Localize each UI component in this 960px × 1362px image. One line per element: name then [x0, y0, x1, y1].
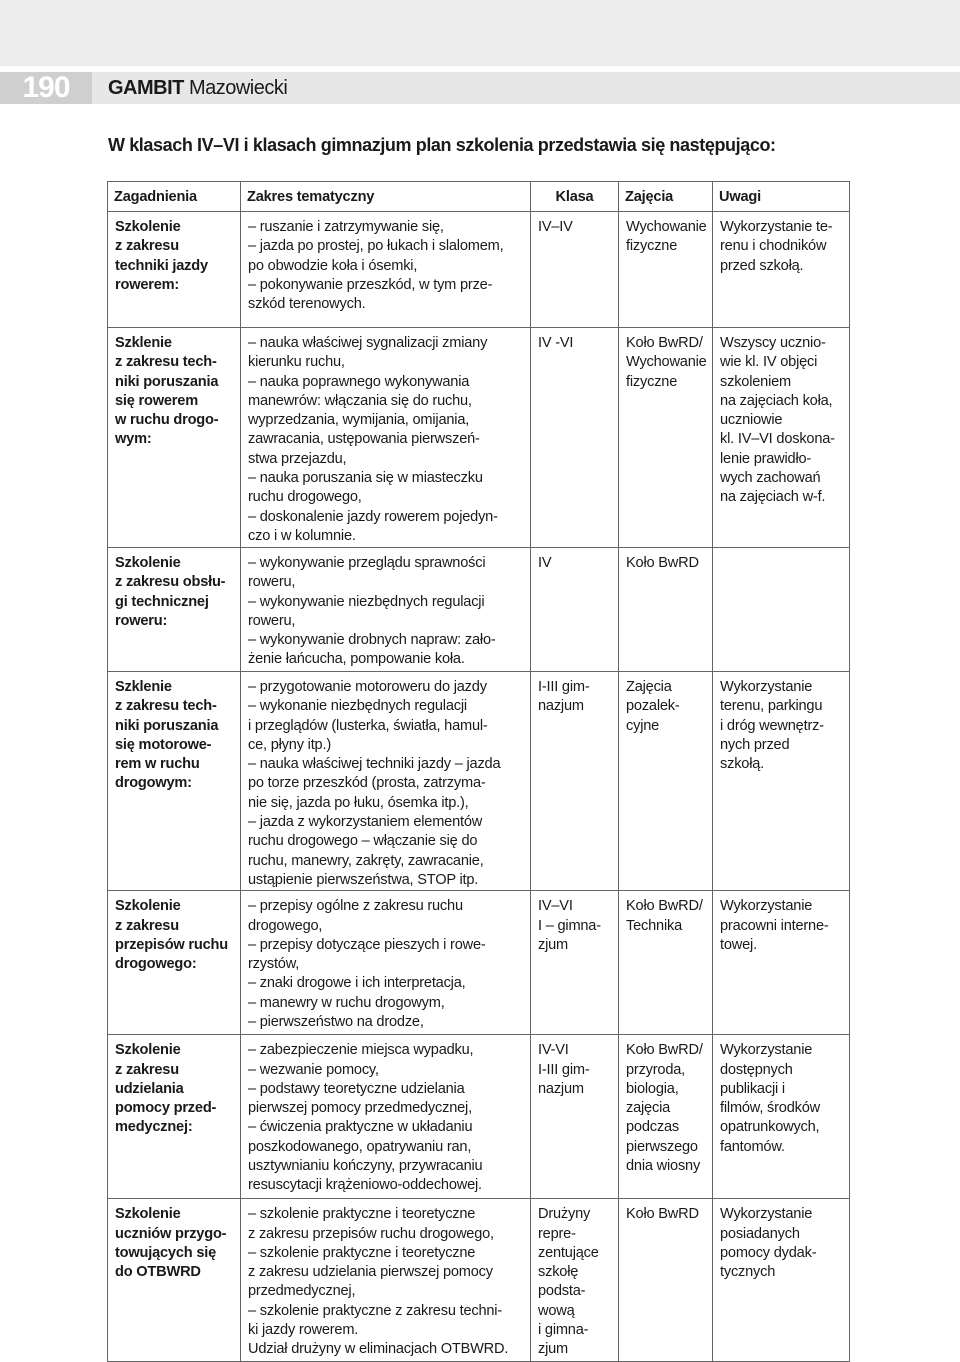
table-header-row: [108, 182, 850, 212]
scope-item: zawracania, ustępowania pierwszeń-: [248, 431, 480, 448]
scope-item: – wykonywanie przeglądu sprawności: [248, 555, 486, 571]
zajecia-cell: Wychowanie fizyczne: [619, 212, 713, 328]
zajecia-cell: Koło BwRD: [619, 1199, 713, 1362]
header-klasa: Klasa: [531, 182, 619, 212]
scope-cell: [241, 672, 531, 891]
uwagi-cell: Wykorzystanie pracowni interne- towej.: [713, 891, 850, 1035]
scope-item: – szkolenie praktyczne z zakresu techni-: [248, 1302, 502, 1319]
scope-item: ce, płyny itp.): [248, 736, 331, 753]
scope-item: z zakresu udzielania pierwszej pomocy: [248, 1264, 493, 1281]
header-topic: Zagadnienia: [108, 182, 241, 212]
uwagi-cell: [713, 548, 850, 672]
scope-item: – wykonywanie niezbędnych regulacji: [248, 593, 485, 610]
scope-item: ruchu drogowego – włączanie się do: [248, 833, 478, 850]
klasa-cell: IV–IV: [531, 212, 619, 328]
scope-cell: [241, 328, 531, 548]
header-scope: Zakres tematyczny: [241, 182, 531, 212]
header-zajecia: Zajęcia: [619, 182, 713, 212]
scope-item: – zabezpieczenie miejsca wypadku,: [248, 1042, 474, 1059]
zajecia-cell: Zajęcia pozalek- cyjne: [619, 672, 713, 891]
page-number: 190: [0, 72, 92, 104]
scope-item: i przeglądów (lusterka, światła, hamul-: [248, 717, 488, 734]
table-row: [108, 548, 850, 672]
topic-cell: Szklenie z zakresu tech- niki poruszania się rowerem w ruchu drogo- wym:: [108, 328, 241, 548]
scope-cell: [241, 1199, 531, 1362]
scope-item: – pokonywanie przeszkód, w tym prze-: [248, 276, 493, 293]
section-intro: W klasach IV–VI i klasach gimnazjum plan szkolenia przedstawia się następująco:: [108, 135, 776, 155]
scope-item: czo i w kolumnie.: [248, 527, 356, 544]
scope-item: – doskonalenie jazdy rowerem pojedyn-: [248, 508, 498, 525]
topic-cell: Szkolenie uczniów przygo- towujących się do OTBWRD: [108, 1199, 241, 1362]
table-row: [108, 891, 850, 1035]
zajecia-cell: Koło BwRD/ przyroda, biologia, zajęcia podczas pierwszego dnia wiosny: [619, 1035, 713, 1199]
scope-item: – ćwiczenia praktyczne w układaniu: [248, 1119, 473, 1136]
scope-item: stwa przejazdu,: [248, 450, 347, 467]
scope-item: – znaki drogowe i ich interpretacja,: [248, 975, 466, 992]
scope-cell: [241, 1035, 531, 1199]
scope-item: drogowego,: [248, 917, 323, 934]
scope-item: – wykonywanie drobnych napraw: zało-: [248, 632, 496, 649]
scope-item: – nauka właściwej sygnalizacji zmiany: [248, 335, 488, 351]
scope-item: resuscytacji krążeniowo-oddechowej.: [248, 1177, 482, 1194]
scope-item: przedmedycznej,: [248, 1283, 356, 1300]
scope-cell: [241, 212, 531, 328]
scope-item: – wykonanie niezbędnych regulacji: [248, 698, 467, 715]
zajecia-cell: Koło BwRD/ Wychowanie fizyczne: [619, 328, 713, 548]
header-uwagi: Uwagi: [713, 182, 850, 212]
scope-item: ki jazdy rowerem.: [248, 1322, 359, 1339]
scope-item: – pierwszeństwo na drodze,: [248, 1014, 424, 1031]
scope-item: manewrów: włączania się do ruchu,: [248, 392, 472, 409]
scope-item: – jazda z wykorzystaniem elementów: [248, 814, 483, 831]
table-row: [108, 1035, 850, 1199]
scope-item: – nauka właściwej techniki jazdy – jazda: [248, 756, 501, 773]
scope-item: poszkodowanego, opatrywaniu ran,: [248, 1138, 472, 1155]
zajecia-cell: Koło BwRD/ Technika: [619, 891, 713, 1035]
journal-name: GAMBIT: [108, 77, 184, 99]
zajecia-cell: Koło BwRD: [619, 548, 713, 672]
topic-cell: Szkolenie z zakresu przepisów ruchu drogowego:: [108, 891, 241, 1035]
scope-item: pierwszej pomocy przedmedycznej,: [248, 1100, 472, 1117]
scope-item: po torze przeszkód (prosta, zatrzyma-: [248, 775, 486, 792]
scope-cell: [241, 548, 531, 672]
scope-item: roweru,: [248, 612, 296, 629]
training-plan-table: [107, 181, 850, 1362]
scope-item: ruchu drogowego,: [248, 489, 362, 506]
scope-item: – nauka poprawnego wykonywania: [248, 373, 470, 390]
scope-cell: [241, 891, 531, 1035]
scope-item: – wezwanie pomocy,: [248, 1061, 379, 1078]
scope-item: – przepisy dotyczące pieszych i rowe-: [248, 936, 486, 953]
uwagi-cell: Wykorzystanie posiadanych pomocy dydak- tycznych: [713, 1199, 850, 1362]
scope-item: ustąpienie pierwszeństwa, STOP itp.: [248, 871, 479, 888]
klasa-cell: IV–VI I – gimna- zjum: [531, 891, 619, 1035]
klasa-cell: I-III gim- nazjum: [531, 672, 619, 891]
topic-cell: Szkolenie z zakresu techniki jazdy rowerem:: [108, 212, 241, 328]
klasa-cell: IV: [531, 548, 619, 672]
scope-item: nie się, jazda po łuku, ósemka itp.),: [248, 794, 469, 811]
table-body: [108, 212, 850, 1362]
scope-item: rzystów,: [248, 956, 300, 973]
table-row: [108, 1199, 850, 1362]
uwagi-cell: Wykorzystanie te- renu i chodników przed szkołą.: [713, 212, 850, 328]
klasa-cell: IV -VI: [531, 328, 619, 548]
scope-item: usztywnianiu kończyny, przywracaniu: [248, 1158, 483, 1175]
scope-item: kierunku ruchu,: [248, 354, 345, 371]
scope-item: żenie łańcucha, pompowanie koła.: [248, 651, 465, 668]
klasa-cell: IV-VI I-III gim- nazjum: [531, 1035, 619, 1199]
table-row: [108, 212, 850, 328]
topic-cell: Szkolenie z zakresu udzielania pomocy przed- medycznej:: [108, 1035, 241, 1199]
scope-item: – jazda po prostej, po łukach i slalomem,: [248, 238, 504, 255]
scope-item: – ruszanie i zatrzymywanie się,: [248, 219, 444, 235]
scope-item: ruchu, manewry, zakręty, zawracanie,: [248, 852, 484, 869]
scope-item: – nauka poruszania się w miasteczku: [248, 470, 483, 487]
page-top-margin: [0, 0, 960, 66]
scope-item: wyprzedzania, wymijania, omijania,: [248, 412, 470, 429]
topic-cell: Szklenie z zakresu tech- niki poruszania się motorowe- rem w ruchu drogowym:: [108, 672, 241, 891]
scope-item: – podstawy teoretyczne udzielania: [248, 1080, 465, 1097]
scope-item: – przepisy ogólne z zakresu ruchu: [248, 898, 463, 915]
scope-item: roweru,: [248, 574, 296, 591]
scope-item: – szkolenie praktyczne i teoretyczne: [248, 1206, 476, 1223]
table-row: [108, 672, 850, 891]
scope-item: – szkolenie praktyczne i teoretyczne: [248, 1244, 476, 1261]
scope-item: – przygotowanie motoroweru do jazdy: [248, 679, 487, 695]
klasa-cell: Drużyny repre- zentujące szkołę podsta- wową i gimna- zjum: [531, 1199, 619, 1362]
journal-region: Mazowiecki: [183, 77, 288, 99]
scope-item: z zakresu przepisów ruchu drogowego,: [248, 1225, 494, 1242]
uwagi-cell: Wykorzystanie dostępnych publikacji i filmów, środków opatrunkowych, fantomów.: [713, 1035, 850, 1199]
uwagi-cell: Wykorzystanie terenu, parkingu i dróg wewnętrz- nych przed szkołą.: [713, 672, 850, 891]
uwagi-cell: Wszyscy ucznio- wie kl. IV objęci szkoleniem na zajęciach koła, uczniowie kl. IV–VI doskona- lenie prawidło- wych zachowań na zajęciach w-f.: [713, 328, 850, 548]
table-row: [108, 328, 850, 548]
topic-cell: Szkolenie z zakresu obsłu- gi technicznej roweru:: [108, 548, 241, 672]
scope-item: Udział drużyny w eliminacjach OTBWRD.: [248, 1341, 509, 1358]
scope-item: – manewry w ruchu drogowym,: [248, 994, 445, 1011]
running-head: [108, 72, 287, 104]
scope-item: po obwodzie koła i ósemki,: [248, 257, 418, 274]
scope-item: szkód terenowych.: [248, 296, 366, 313]
